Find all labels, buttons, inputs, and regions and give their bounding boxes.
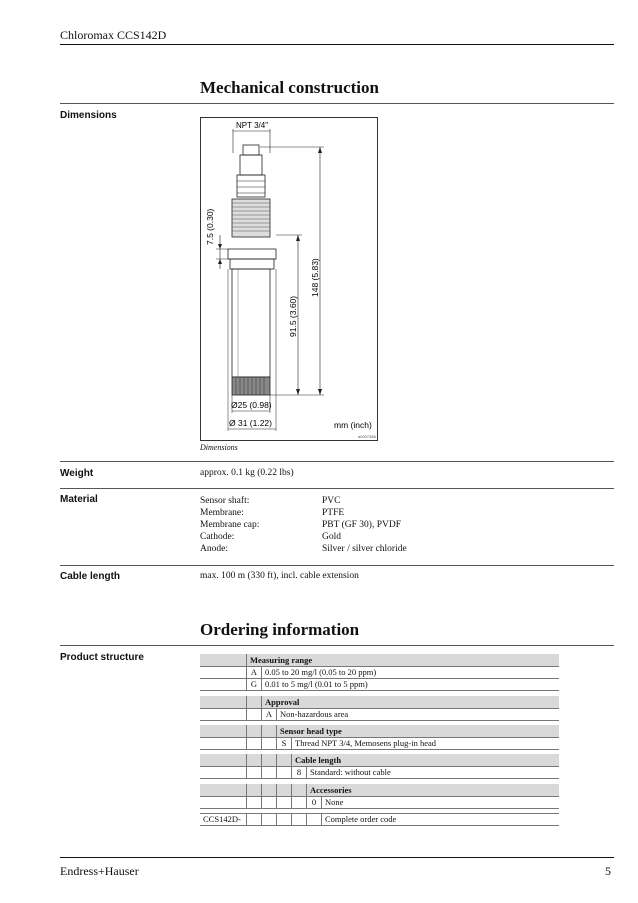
material-value: Gold	[322, 532, 341, 542]
table-row	[200, 766, 559, 778]
footer-company: Endress+Hauser	[60, 864, 139, 878]
material-value: PTFE	[322, 508, 345, 518]
material-key: Membrane cap:	[200, 520, 260, 530]
page-number: 5	[605, 864, 611, 878]
table-row	[200, 678, 559, 690]
table-row	[200, 666, 559, 678]
product-structure-label: Product structure	[60, 652, 144, 663]
weight-label: Weight	[60, 468, 94, 479]
material-value: PBT (GF 30), PVDF	[322, 520, 402, 530]
unit-label: mm (inch)	[334, 420, 372, 430]
option-text: None	[321, 796, 559, 808]
order-text: Complete order code	[321, 813, 559, 825]
group-title: Approval	[261, 696, 559, 708]
weight-value: approx. 0.1 kg (0.22 lbs)	[200, 468, 294, 478]
table-row	[200, 708, 559, 720]
dim-d31: Ø 31 (1.22)	[229, 418, 272, 428]
table-row	[200, 737, 559, 749]
rule-cable	[60, 565, 614, 566]
material-key: Sensor shaft:	[200, 496, 250, 506]
section-title-mechanical: Mechanical construction	[200, 78, 379, 97]
header-rule	[60, 44, 614, 45]
section-rule	[60, 103, 614, 104]
group-title: Cable length	[291, 754, 559, 766]
table-header-row	[200, 725, 559, 737]
dim-148: 148 (5.83)	[310, 258, 320, 297]
section-rule	[60, 645, 614, 646]
rule-material	[60, 488, 614, 489]
material-key: Anode:	[200, 544, 228, 554]
group-title: Measuring range	[246, 654, 559, 666]
cable-value: max. 100 m (330 ft), incl. cable extension	[200, 571, 359, 581]
option-code: A	[261, 708, 276, 720]
dim-91-5: 91.5 (3.60)	[288, 295, 298, 337]
rule-weight	[60, 461, 614, 462]
material-key: Membrane:	[200, 508, 244, 518]
dim-7-5: 7.5 (0.30)	[205, 208, 215, 245]
figure-caption: Dimensions	[200, 443, 238, 452]
table-header-row	[200, 754, 559, 766]
table-header-row	[200, 696, 559, 708]
table-header-row	[200, 784, 559, 796]
material-key: Cathode:	[200, 532, 235, 542]
section-title-ordering: Ordering information	[200, 620, 360, 639]
option-text: Thread NPT 3/4, Memosens plug-in head	[291, 737, 559, 749]
option-code: G	[246, 678, 261, 690]
table-row	[200, 796, 559, 808]
group-title: Sensor head type	[276, 725, 559, 737]
option-code: 8	[291, 766, 306, 778]
option-code: 0	[306, 796, 321, 808]
material-value: Silver / silver chloride	[322, 544, 407, 554]
table-header-row	[200, 654, 559, 666]
dimensions-drawing	[200, 117, 378, 441]
running-header: Chloromax CCS142D	[60, 28, 167, 42]
material-label: Material	[60, 494, 98, 505]
figure-code: a0007386	[358, 434, 376, 439]
material-value: PVC	[322, 496, 341, 506]
group-title: Accessories	[306, 784, 559, 796]
dimensions-label: Dimensions	[60, 110, 117, 121]
option-code: S	[276, 737, 291, 749]
option-code: A	[246, 666, 261, 678]
order-prefix: CCS142D-	[203, 814, 241, 824]
npt-label: NPT 3/4"	[236, 121, 269, 130]
footer-rule	[60, 857, 614, 858]
dim-d25: Ø25 (0.98)	[231, 400, 272, 410]
order-code-row	[200, 813, 559, 825]
option-text: Non-hazardous area	[276, 708, 559, 720]
cable-label: Cable length	[60, 571, 121, 582]
option-text: Standard: without cable	[306, 766, 559, 778]
option-text: 0.05 to 20 mg/l (0.05 to 20 ppm)	[261, 666, 559, 678]
option-text: 0.01 to 5 mg/l (0.01 to 5 ppm)	[261, 678, 559, 690]
